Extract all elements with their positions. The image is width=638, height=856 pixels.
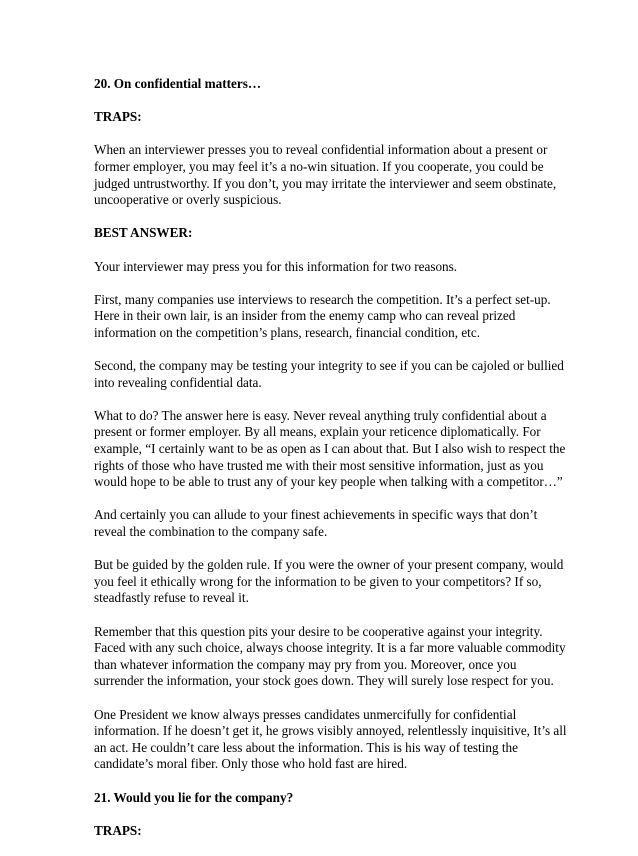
answer-paragraph-8 [94,706,567,773]
answer-paragraph-5 [94,507,554,540]
text-line: Remember that this question pits your desire to be cooperative against your integrity. [94,623,543,639]
text-line: would hope to be able to trust any of your key people when talking with a competitor…” [94,474,563,490]
answer-paragraph-1 [94,259,554,276]
text-line: But be guided by the golden rule. If you were the owner of your present company, would [94,557,564,573]
text-line: When an interviewer presses you to reveal confidential information about a present or [94,142,548,158]
text-line: judged untrustworthy. If you don’t, you may irritate the interviewer and seem obstinate, [94,175,557,191]
answer-paragraph-6 [94,557,564,607]
text-line: former employer, you may feel it’s a no-win situation. If you cooperate, you could be [94,158,544,174]
text-line: example, “I certainly want to be as open as I can about that. But I also wish to respect the [94,441,566,457]
answer-paragraph-7 [94,623,566,690]
text-line: information on the competition’s plans, research, financial condition, etc. [94,324,480,340]
best-answer-label: BEST ANSWER: [94,225,193,241]
text-line: Your interviewer may press you for this information for two reasons. [94,258,458,274]
text-line: What to do? The answer here is easy. Never reveal anything truly confidential about a [94,407,547,423]
text-line: into revealing confidential data. [94,374,262,390]
text-line: uncooperative or overly suspicious. [94,192,282,208]
text-line: an act. He couldn’t care less about the information. This is his way of testing the [94,739,518,755]
answer-paragraph-2 [94,292,554,342]
text-line: you feel it ethically wrong for the information to be given to your competitors? If so, [94,573,542,589]
text-line: And certainly you can allude to your finest achievements in specific ways that don’t [94,507,538,523]
text-line: rights of those who have trusted me with their most sensitive information, just as you [94,457,544,473]
traps-label: TRAPS: [94,109,142,125]
text-line: Here in their own lair, is an insider from the enemy camp who can reveal prized [94,308,516,324]
traps-label: TRAPS: [94,822,142,838]
text-line: reveal the combination to the company safe. [94,524,328,540]
section-heading-21: 21. Would you lie for the company? [94,789,294,805]
text-line: Second, the company may be testing your integrity to see if you can be cajoled or bullied [94,358,564,374]
section-heading-20: 20. On confidential matters… [94,76,262,91]
document-body [94,76,567,856]
text-line: present or former employer. By all means, explain your reticence diplomatically. For [94,424,541,440]
answer-paragraph-3 [94,358,564,391]
text-line: information. If he doesn’t get it, he grows visibly annoyed, relentlessly inquisitive, It’s all [94,723,567,739]
text-line: One President we know always presses candidates unmercifully for confidential [94,706,517,722]
text-line: Faced with any such choice, always choose integrity. It is a far more valuable commodity [94,640,566,656]
text-line: than whatever information the company may pry from you. Moreover, once you [94,656,517,672]
text-line: steadfastly refuse to reveal it. [94,590,249,606]
text-line: surrender the information, your stock goes down. They will surely lose respect for you. [94,673,554,689]
traps-paragraph [94,142,557,208]
text-line: candidate’s moral fiber. Only those who hold fast are hired. [94,756,408,772]
text-line: First, many companies use interviews to research the competition. It’s a perfect set-up. [94,291,551,307]
answer-paragraph-4 [94,407,566,491]
